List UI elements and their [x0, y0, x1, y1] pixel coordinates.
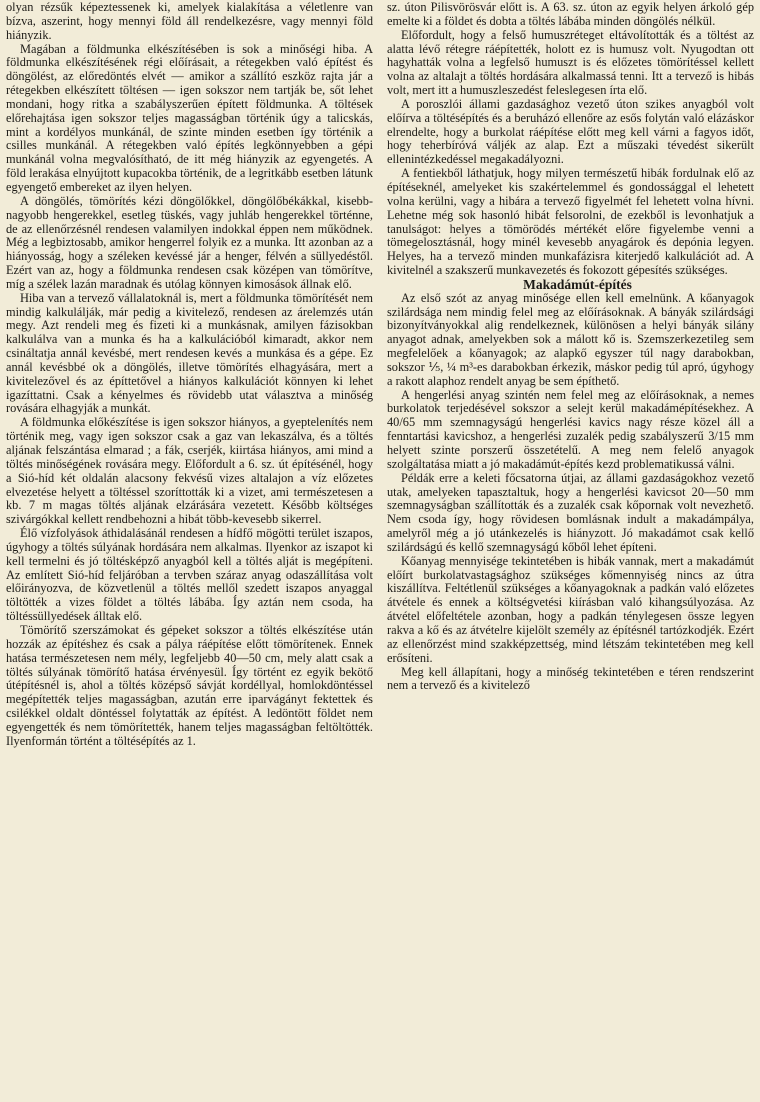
paragraph: sz. úton Pilisvörösvár előtt is. A 63. sz. úton az egyik helyen árkoló gép emelte ki a földet és dobta a töltés lábába minden döngölés nélkül.	[387, 1, 754, 28]
paragraph: Kőanyag mennyisége tekintetében is hibák vannak, mert a makadámút előírt burkolatvastagsághoz szükséges kőmennyiség nincs az útra kiszállítva. Feltétlenül szükséges a kőanyagoknak a padkán való előzetes átvétele és ennek a költségvetési kiírásban való kihangsúlyozása. Az átvétel előfeltétele azonban, hogy a padkán ténylegesen össze legyen rakva a kő és az átvételre kijelölt személy az építésnél tartózkodjék. Ezért az ellenőrzést mind szakképzettség, mind létszám tekintetében meg kell erősíteni.	[387, 553, 754, 665]
paragraph: olyan rézsűk képeztessenek ki, amelyek kialakítása a véletlenre van bízva, aszerint, hogy mennyi föld áll rendelkezésre, vagy mennyi föld hiányzik.	[6, 1, 373, 42]
paragraph: Tömörítő szerszámokat és gépeket sokszor a töltés elkészítése után hozzák az építéshez és csak a pálya ráépítése előtt tömörítenek. Ennek hatása természetesen nem mély, legfeljebb 40—50 cm, mely alatt csak a töltés súlyának tömörítő hatása érvényesül. Így történt ez egyik bekötő útépítésnél is, ahol a töltés középső sávját kordéllyal, homlokdöntéssel megépítették teljes magasságban, azután erre iparvágányt fektettek és csilékkel oldalt döntéssel folytatták az építést. A ledöntött földet nem egyengették és nem tömörítették, hanem teljes magasságban feltöltötték. Ilyenformán történt a töltésépítés az 1.	[6, 622, 373, 748]
right-column	[387, 1, 754, 1102]
paragraph: A hengerlési anyag szintén nem felel meg az előírásoknak, a nemes burkolatok terjedésével sokszor a selejt kerül makadámépítésekhez. A 40/65 mm szemnagyságú hengerlési kavics nagy része közel áll a fenntartási kavicshoz, a hengerlési zuzalék pedig szabályszerű 3/15 mm helyett szinte porszerű összetételű. A meg nem felelő anyagok szolgáltatása miatt a jó makadámút-építés kezd problematikussá válni.	[387, 387, 754, 471]
left-column	[6, 1, 373, 1102]
paragraph: Előfordult, hogy a felső humuszréteget eltávolították és a töltést az alatta lévő rétegre ráépítették, holott ez is humusz volt. Nyugodtan ott hagyhatták volna a legfelső humuszt is és előzetes tömörítéssel kellett volna az altalajt a töltés hordására alkalmassá tenni. Itt a tervező is hibás volt, mert itt a humuszleszedést feleslegesen írta elő.	[387, 27, 754, 98]
paragraph: Példák erre a keleti főcsatorna útjai, az állami gazdaságokhoz vezető utak, amelyeken tapasztaltuk, hogy a hengerlési kavicsot 20—50 mm szemnagyságban szállították és a zuzalék csak kőpornak volt nevezhető. Nem csoda így, hogy rövidesen bomlásnak indult a makadámpálya, amelyről még a jó utánkezelés is hiányzott. Jó makadámot csak kellő szilárdságú és kellő szemnagyságú kőből lehet építeni.	[387, 470, 754, 554]
section-heading: Makadámút-építés	[523, 276, 632, 292]
paragraph: Az első szót az anyag minősége ellen kell emelnünk. A kőanyagok szilárdsága nem mindig felel meg az előírásoknak. A bányák szilárdsági bizonyítványokkal alig rendelkeznek, különösen a helyi bányák silány anyagot adnak, amelyekben sok a málott kő is. Szemszerkezetileg sem megfelelőek a kőanyagok; az alapkő egyszer túl nagy darabokban, sokszor ⅕, ¼ m³-es darabokban érkezik, máskor pedig túl apró, úgyhogy a rakott alaphoz rendelt anyag be sem építhető.	[387, 290, 754, 388]
paragraph: A fentiekből láthatjuk, hogy milyen természetű hibák fordulnak elő az építéseknél, amelyeket kis szakértelemmel és gondossággal el lehetett volna kerülni, vagy a hibára a tervező figyelmét fel lehetett volna hívni. Lehetne még sok hasonló hibát felsorolni, de ezekből is levonhatjuk a tanulságot: helyes a tömörödés mértékét előre figyelembe venni a tömegelosztásnál, hogy minél kevesebb anyagárok és depónia legyen. Helyes, ha a tervező minden munkafázisra kiterjedő kalkulációt ad. A kivitelnél a szakszerű munkavezetés és fokozott gépesítés szükséges.	[387, 166, 754, 278]
paragraph: Hiba van a tervező vállalatoknál is, mert a földmunka tömörítését nem mindig kalkulálják, már pedig a kivitelező, rendesen az árelemzés után megy. Azt rendeli meg és fizeti ki a munkásnak, amilyen fázisokban kalkulálva van a munka és ha a kalkulációból kimaradt, akkor nem csináltatja annál kevésbé, mert rendesen kevés a munkása és a gépe. Ez annál kevésbbé ok a döngölés, illetve tömörítés elhagyására, mert a kivitelezővel és az építtetővel a hiányos kalkulációt könnyen ki lehet igazíttatni. Csak a kényelmes és rövidebb utat választva a minőség rovására elhagyják a munkát.	[6, 290, 373, 416]
paragraph: Meg kell állapítani, hogy a minőség tekintetében e téren rendszerint nem a tervező és a kivitelező	[387, 664, 754, 693]
paragraph: Élő vízfolyások áthidalásánál rendesen a hídfő mögötti terület iszapos, úgyhogy a töltés súlyának hordására nem alkalmas. Ilyenkor az iszapot ki kell termelni és jó töltésképző anyagból kell a töltés alját is megépíteni. Az említett Sió-híd feljáróban a tervben száraz anyag odaszállítása volt előirányozva, de közvetlenül a töltés mellől szedett iszapos anyaggal töltötték a vizes földet a töltés lábába. Így aztán nem csoda, ha töltéssüllyedések álltak elő.	[6, 526, 373, 624]
paragraph: A poroszlói állami gazdasághoz vezető úton szikes anyagból volt előírva a töltésépítés és a beruházó ellenőre az esős folytán való elázáskor elrendelte, hogy a burkolat ráépítése előtt meg kell várni a fagyos időt, hogy teherbíróvá váljék az alap. Ezt a műszaki tévedést sikerült ellenintézkedéssel megakadályozni.	[387, 96, 754, 167]
paragraph: A földmunka előkészítése is igen sokszor hiányos, a gyeptelenítés nem történik meg, vagy igen sokszor csak a gaz van lekaszálva, és a töltés aljának felszántása elmarad ; a fák, cserjék, kiirtása hiányos, ami mind a töltés minőségének rovására megy. Előfordult a 6. sz. út építésénél, hogy a Sió-híd két oldalán alacsony fekvésű vizes altalajon a víz előzetes elvezetése helyett a töltéssel szoríttották ki a vizet, ami természetesen a kb. 7 m magas töltés aljának elzárására vezetett. Később költséges szivárgókkal kellett rendbehozni a hibát több-kevesebb sikerrel.	[6, 415, 373, 527]
paragraph: A döngölés, tömörítés kézi döngölőkkel, döngölőbékákkal, kisebb-nagyobb hengerekkel, esetleg tüskés, vagy juhláb hengerekkel történne, de az ellenőrzésnél rendesen valamilyen indokkal éppen nem működnek. Még a legbiztosabb, amikor hengerrel folyik ez a munka. Itt azonban az a hiányosság, hogy a széleken kevéssé jár a henger, félvén a süllyedéstől. Ezért van az, hogy a földmunka rendesen csak középen van tömörítve, míg a szélek lazán maradnak és utólag könnyen kimosások állnak elő.	[6, 193, 373, 291]
paragraph: Magában a földmunka elkészítésében is sok a minőségi hiba. A földmunka elkészítésének régi előírásait, a rétegekben való építést és döngölést, az előredöntés elvét — amikor a szállító eszköz rajta jár a rétegekben elkészített töltésen — igen sokszor nem tartják be, sőt lehet mondani, hogy ritka a szabályszerűen épített földmunka. A töltések előrehajtása igen sokszor teljes magasságban történik úgy a talicskás, mint a kordélyos munkánál, de szinte minden esetben így történik a csilles munkánál. A rétegekben való építés legkönnyebben a gépi munkánál volna megvalósítható, de itt még hiányzik az egyengetés. A föld lerakása elnyújtott kupacokba történik, de a legritkább esetben látunk egyengető embereket az ilyen helyen.	[6, 41, 373, 194]
